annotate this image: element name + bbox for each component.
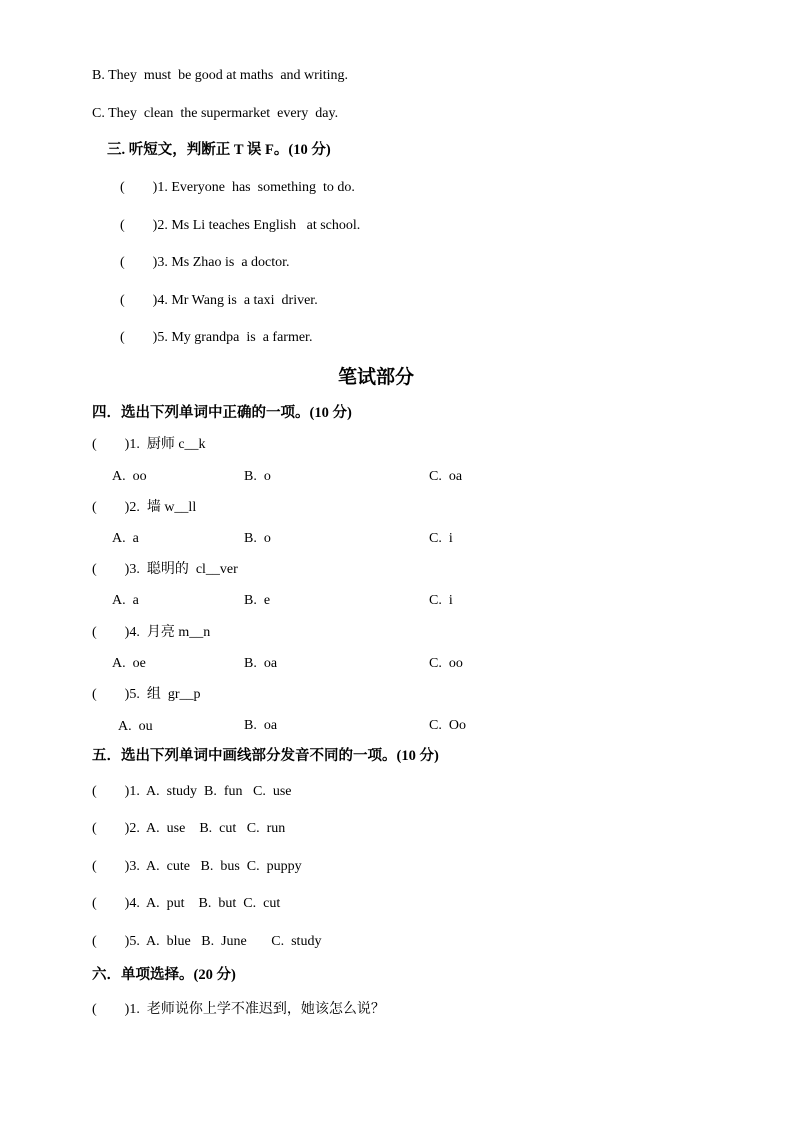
section4-q4-option-b: B. oa — [244, 656, 278, 671]
section4-q2-option-c: C. i — [429, 531, 453, 546]
section4-q5-option-a: A. ou — [118, 719, 153, 734]
section4-q5-stem: ( )5. 组 gr__p — [92, 687, 201, 702]
section4-q2-stem: ( )2. 墙 w__ll — [92, 500, 197, 515]
section3-item-2: ( )2. Ms Li teaches English at school. — [120, 218, 361, 233]
section4-q3-stem: ( )3. 聪明的 cl__ver — [92, 562, 238, 577]
section3-item-1: ( )1. Everyone has something to do. — [120, 180, 355, 195]
section5-item-4: ( )4. A. put B. but C. cut — [92, 896, 281, 911]
section3-heading: 三. 听短文，判断正 T 误 F。(10 分) — [107, 142, 331, 158]
section6-heading: 六．单项选择。(20 分) — [92, 967, 236, 983]
section4-q1-option-a: A. oo — [112, 469, 147, 484]
option-b-line: B. They must be good at maths and writing. — [92, 68, 348, 83]
section5-item-2: ( )2. A. use B. cut C. run — [92, 821, 286, 836]
option-c-line: C. They clean the supermarket every day. — [92, 106, 339, 121]
section4-q3-option-c: C. i — [429, 593, 453, 608]
section4-heading: 四．选出下列单词中正确的一项。(10 分) — [92, 405, 352, 421]
section5-item-3: ( )3. A. cute B. bus C. puppy — [92, 859, 302, 874]
section4-q1-stem: ( )1. 厨师 c__k — [92, 437, 206, 452]
section4-q3-option-a: A. a — [112, 593, 139, 608]
section5-heading: 五．选出下列单词中画线部分发音不同的一项。(10 分) — [92, 748, 439, 764]
section4-q2-option-a: A. a — [112, 531, 139, 546]
section4-q4-option-a: A. oe — [112, 656, 146, 671]
section3-item-5: ( )5. My grandpa is a farmer. — [120, 330, 313, 345]
section4-q5-option-b: B. oa — [244, 718, 278, 733]
section4-q1-option-b: B. o — [244, 469, 271, 484]
section6-item-1: ( )1. 老师说你上学不准迟到，她该怎么说？ — [92, 1002, 385, 1017]
section3-item-3: ( )3. Ms Zhao is a doctor. — [120, 255, 290, 270]
section4-q5-option-c: C. Oo — [429, 718, 466, 733]
section4-q4-stem: ( )4. 月亮 m__n — [92, 625, 211, 640]
section5-item-5: ( )5. A. blue B. June C. study — [92, 934, 322, 949]
section4-q2-option-b: B. o — [244, 531, 271, 546]
section3-item-4: ( )4. Mr Wang is a taxi driver. — [120, 293, 318, 308]
section5-item-1: ( )1. A. study B. fun C. use — [92, 784, 292, 799]
section4-q1-option-c: C. oa — [429, 469, 463, 484]
written-part-title: 笔试部分 — [338, 367, 415, 388]
section4-q4-option-c: C. oo — [429, 656, 463, 671]
section4-q3-option-b: B. e — [244, 593, 271, 608]
